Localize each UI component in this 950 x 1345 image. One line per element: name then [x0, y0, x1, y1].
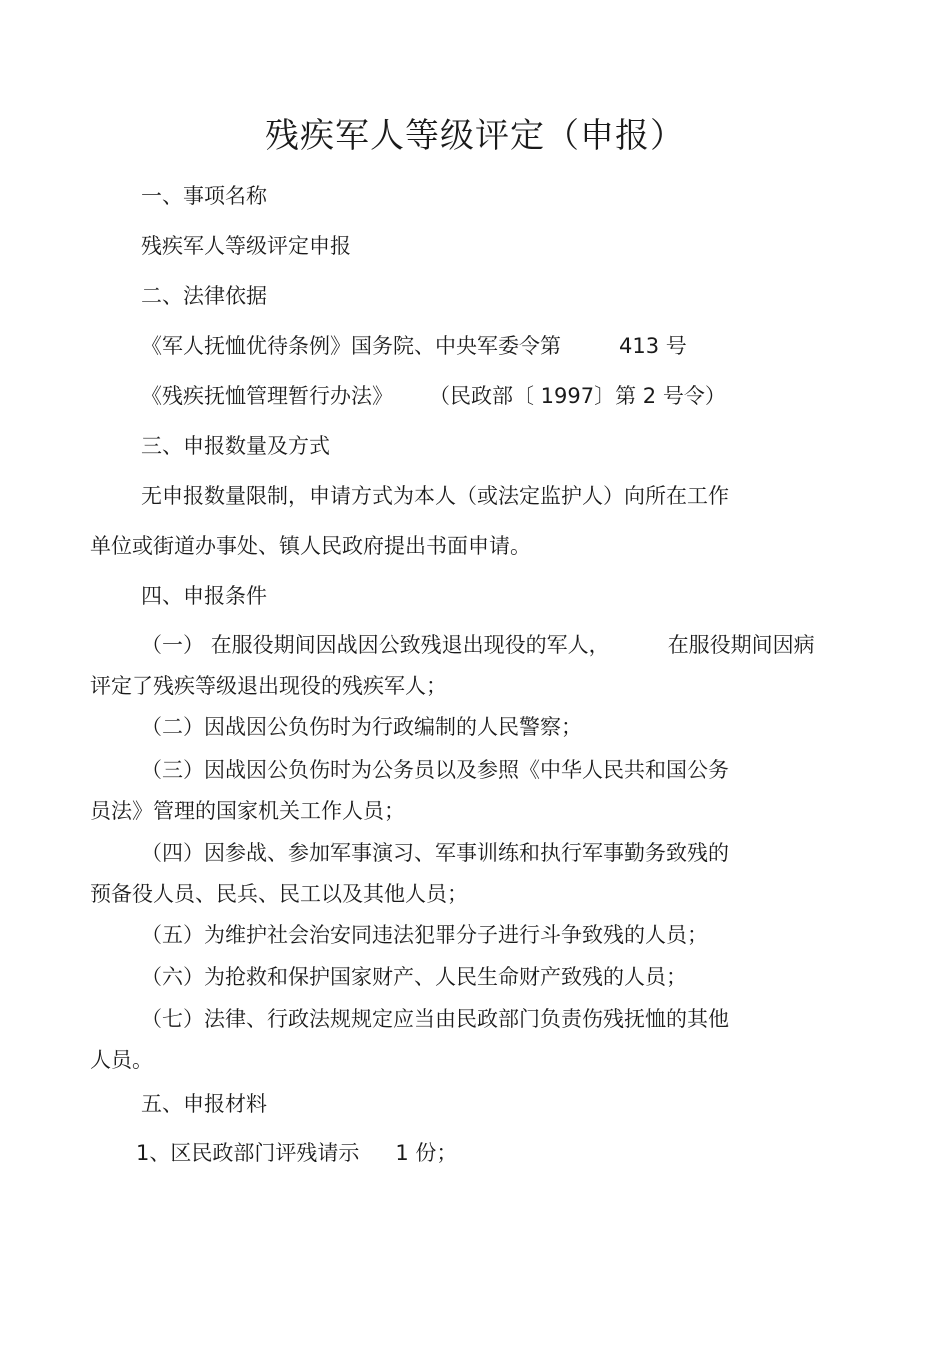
material-1-text: 1、区民政部门评残请示 — [136, 1141, 360, 1165]
condition-3-line-2: 员法》管理的国家机关工作人员； — [90, 799, 405, 823]
condition-1-line-2: 评定了残疾等级退出现役的残疾军人； — [90, 674, 447, 698]
material-1 — [136, 1138, 457, 1168]
section-heading-quantity-method: 三、申报数量及方式 — [141, 434, 330, 458]
section-heading-conditions: 四、申报条件 — [141, 584, 267, 608]
section-heading-legal-basis: 二、法律依据 — [141, 284, 267, 308]
condition-1-text-a: （一） 在服役期间因战因公致残退出现役的军人， — [141, 633, 610, 657]
quantity-method-line-2: 单位或街道办事处、镇人民政府提出书面申请。 — [90, 534, 531, 558]
legal-basis-1-text: 《军人抚恤优待条例》国务院、中央军委令第 — [141, 334, 561, 358]
condition-1-line-1 — [141, 630, 815, 660]
legal-basis-1-number: 413 号 — [619, 334, 687, 358]
legal-basis-2-text: 《残疾抚恤管理暂行办法》 — [141, 384, 393, 408]
legal-basis-line-2 — [141, 381, 726, 411]
condition-6: （六）为抢救和保护国家财产、人民生命财产致残的人员； — [141, 965, 687, 989]
condition-3-line-1: （三）因战因公负伤时为公务员以及参照《中华人民共和国公务 — [141, 758, 729, 782]
legal-basis-2-decree: （民政部〔 1997〕第 2 号令） — [429, 384, 726, 408]
item-name-text: 残疾军人等级评定申报 — [141, 234, 351, 258]
material-1-count: 1 份； — [395, 1141, 458, 1165]
condition-4-line-1: （四）因参战、参加军事演习、军事训练和执行军事勤务致残的 — [141, 841, 729, 865]
condition-7-line-2: 人员。 — [90, 1048, 153, 1072]
section-heading-materials: 五、申报材料 — [141, 1092, 267, 1116]
legal-basis-line-1 — [141, 331, 687, 361]
document-title: 残疾军人等级评定（申报） — [265, 116, 685, 156]
condition-5: （五）为维护社会治安同违法犯罪分子进行斗争致残的人员； — [141, 923, 708, 947]
quantity-method-line-1: 无申报数量限制，申请方式为本人（或法定监护人）向所在工作 — [141, 484, 729, 508]
condition-4-line-2: 预备役人员、民兵、民工以及其他人员； — [90, 882, 468, 906]
condition-1-text-b: 在服役期间因病 — [667, 633, 815, 657]
condition-7-line-1: （七）法律、行政法规规定应当由民政部门负责伤残抚恤的其他 — [141, 1007, 729, 1031]
condition-2: （二）因战因公负伤时为行政编制的人民警察； — [141, 715, 582, 739]
section-heading-item-name: 一、事项名称 — [141, 184, 267, 208]
